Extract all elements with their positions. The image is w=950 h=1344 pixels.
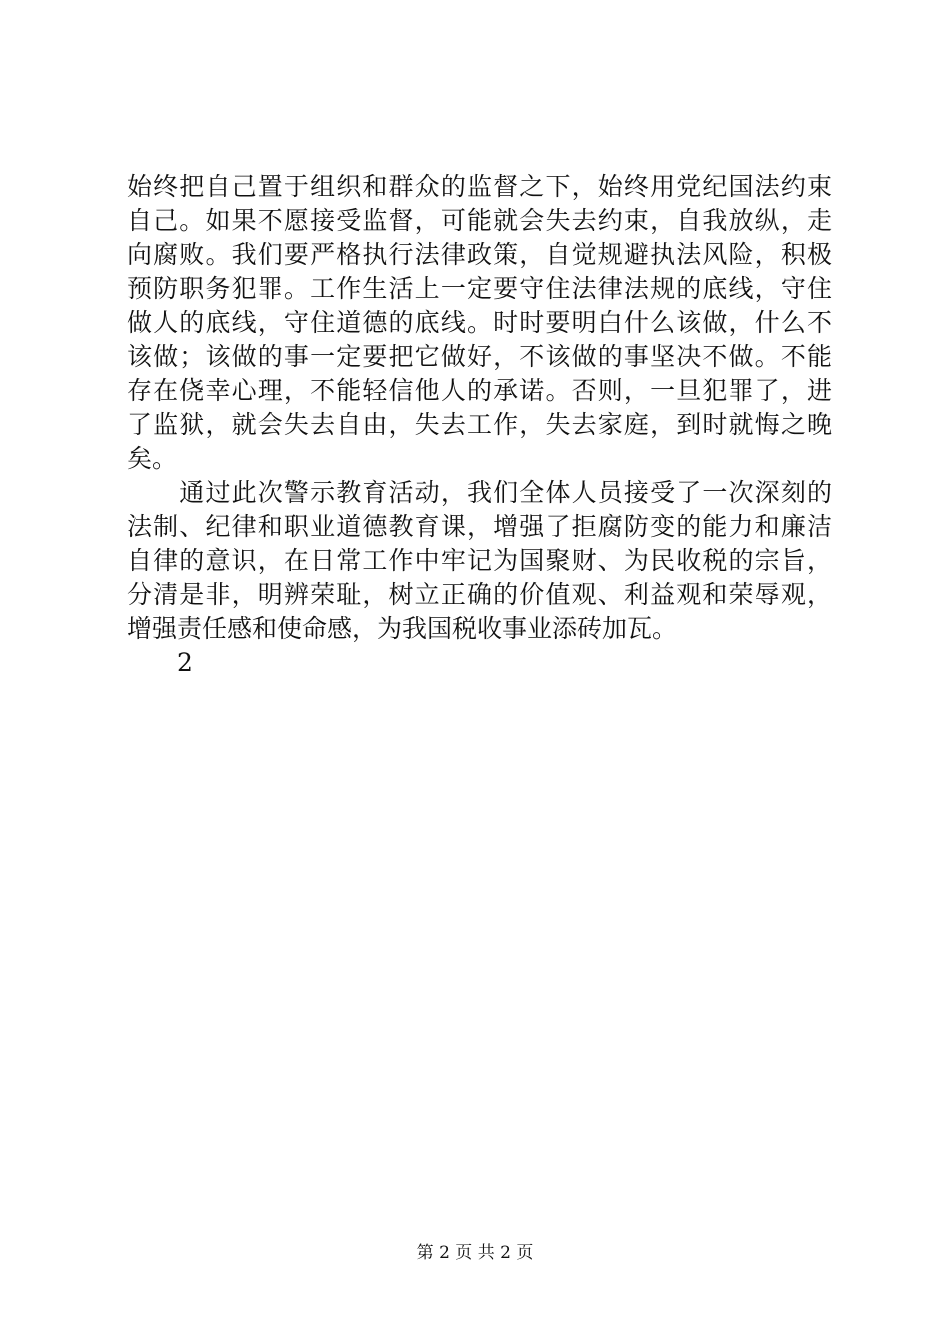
text-line: 增强责任感和使命感，为我国税收事业添砖加瓦。 <box>127 614 678 643</box>
text-line: 分清是非，明辨荣耻，树立正确的价值观、利益观和荣辱观， <box>127 580 832 609</box>
inline-page-number: 2 <box>177 648 193 677</box>
document-body <box>127 170 832 680</box>
text-line: 自律的意识，在日常工作中牢记为国聚财、为民收税的宗旨， <box>127 546 832 575</box>
page-footer: 第 2 页 共 2 页 <box>416 1243 534 1263</box>
text-line: 做人的底线，守住道德的底线。时时要明白什么该做，什么不 <box>127 308 832 337</box>
text-line: 始终把自己置于组织和群众的监督之下，始终用党纪国法约束 <box>127 172 832 201</box>
text-line: 法制、纪律和职业道德教育课，增强了拒腐防变的能力和廉洁 <box>127 512 832 541</box>
text-line: 存在侥幸心理，不能轻信他人的承诺。否则，一旦犯罪了，进 <box>127 376 832 405</box>
text-line: 该做；该做的事一定要把它做好，不该做的事坚决不做。不能 <box>127 342 832 371</box>
text-line: 矣。 <box>127 444 178 473</box>
text-line: 了监狱，就会失去自由，失去工作，失去家庭，到时就悔之晚 <box>127 410 832 439</box>
text-line: 通过此次警示教育活动，我们全体人员接受了一次深刻的 <box>127 478 832 507</box>
text-line: 预防职务犯罪。工作生活上一定要守住法律法规的底线，守住 <box>127 274 832 303</box>
text-line: 向腐败。我们要严格执行法律政策，自觉规避执法风险，积极 <box>127 240 832 269</box>
text-line: 自己。如果不愿接受监督，可能就会失去约束，自我放纵，走 <box>127 206 832 235</box>
paragraph-1 <box>127 170 832 476</box>
paragraph-2 <box>127 476 832 646</box>
